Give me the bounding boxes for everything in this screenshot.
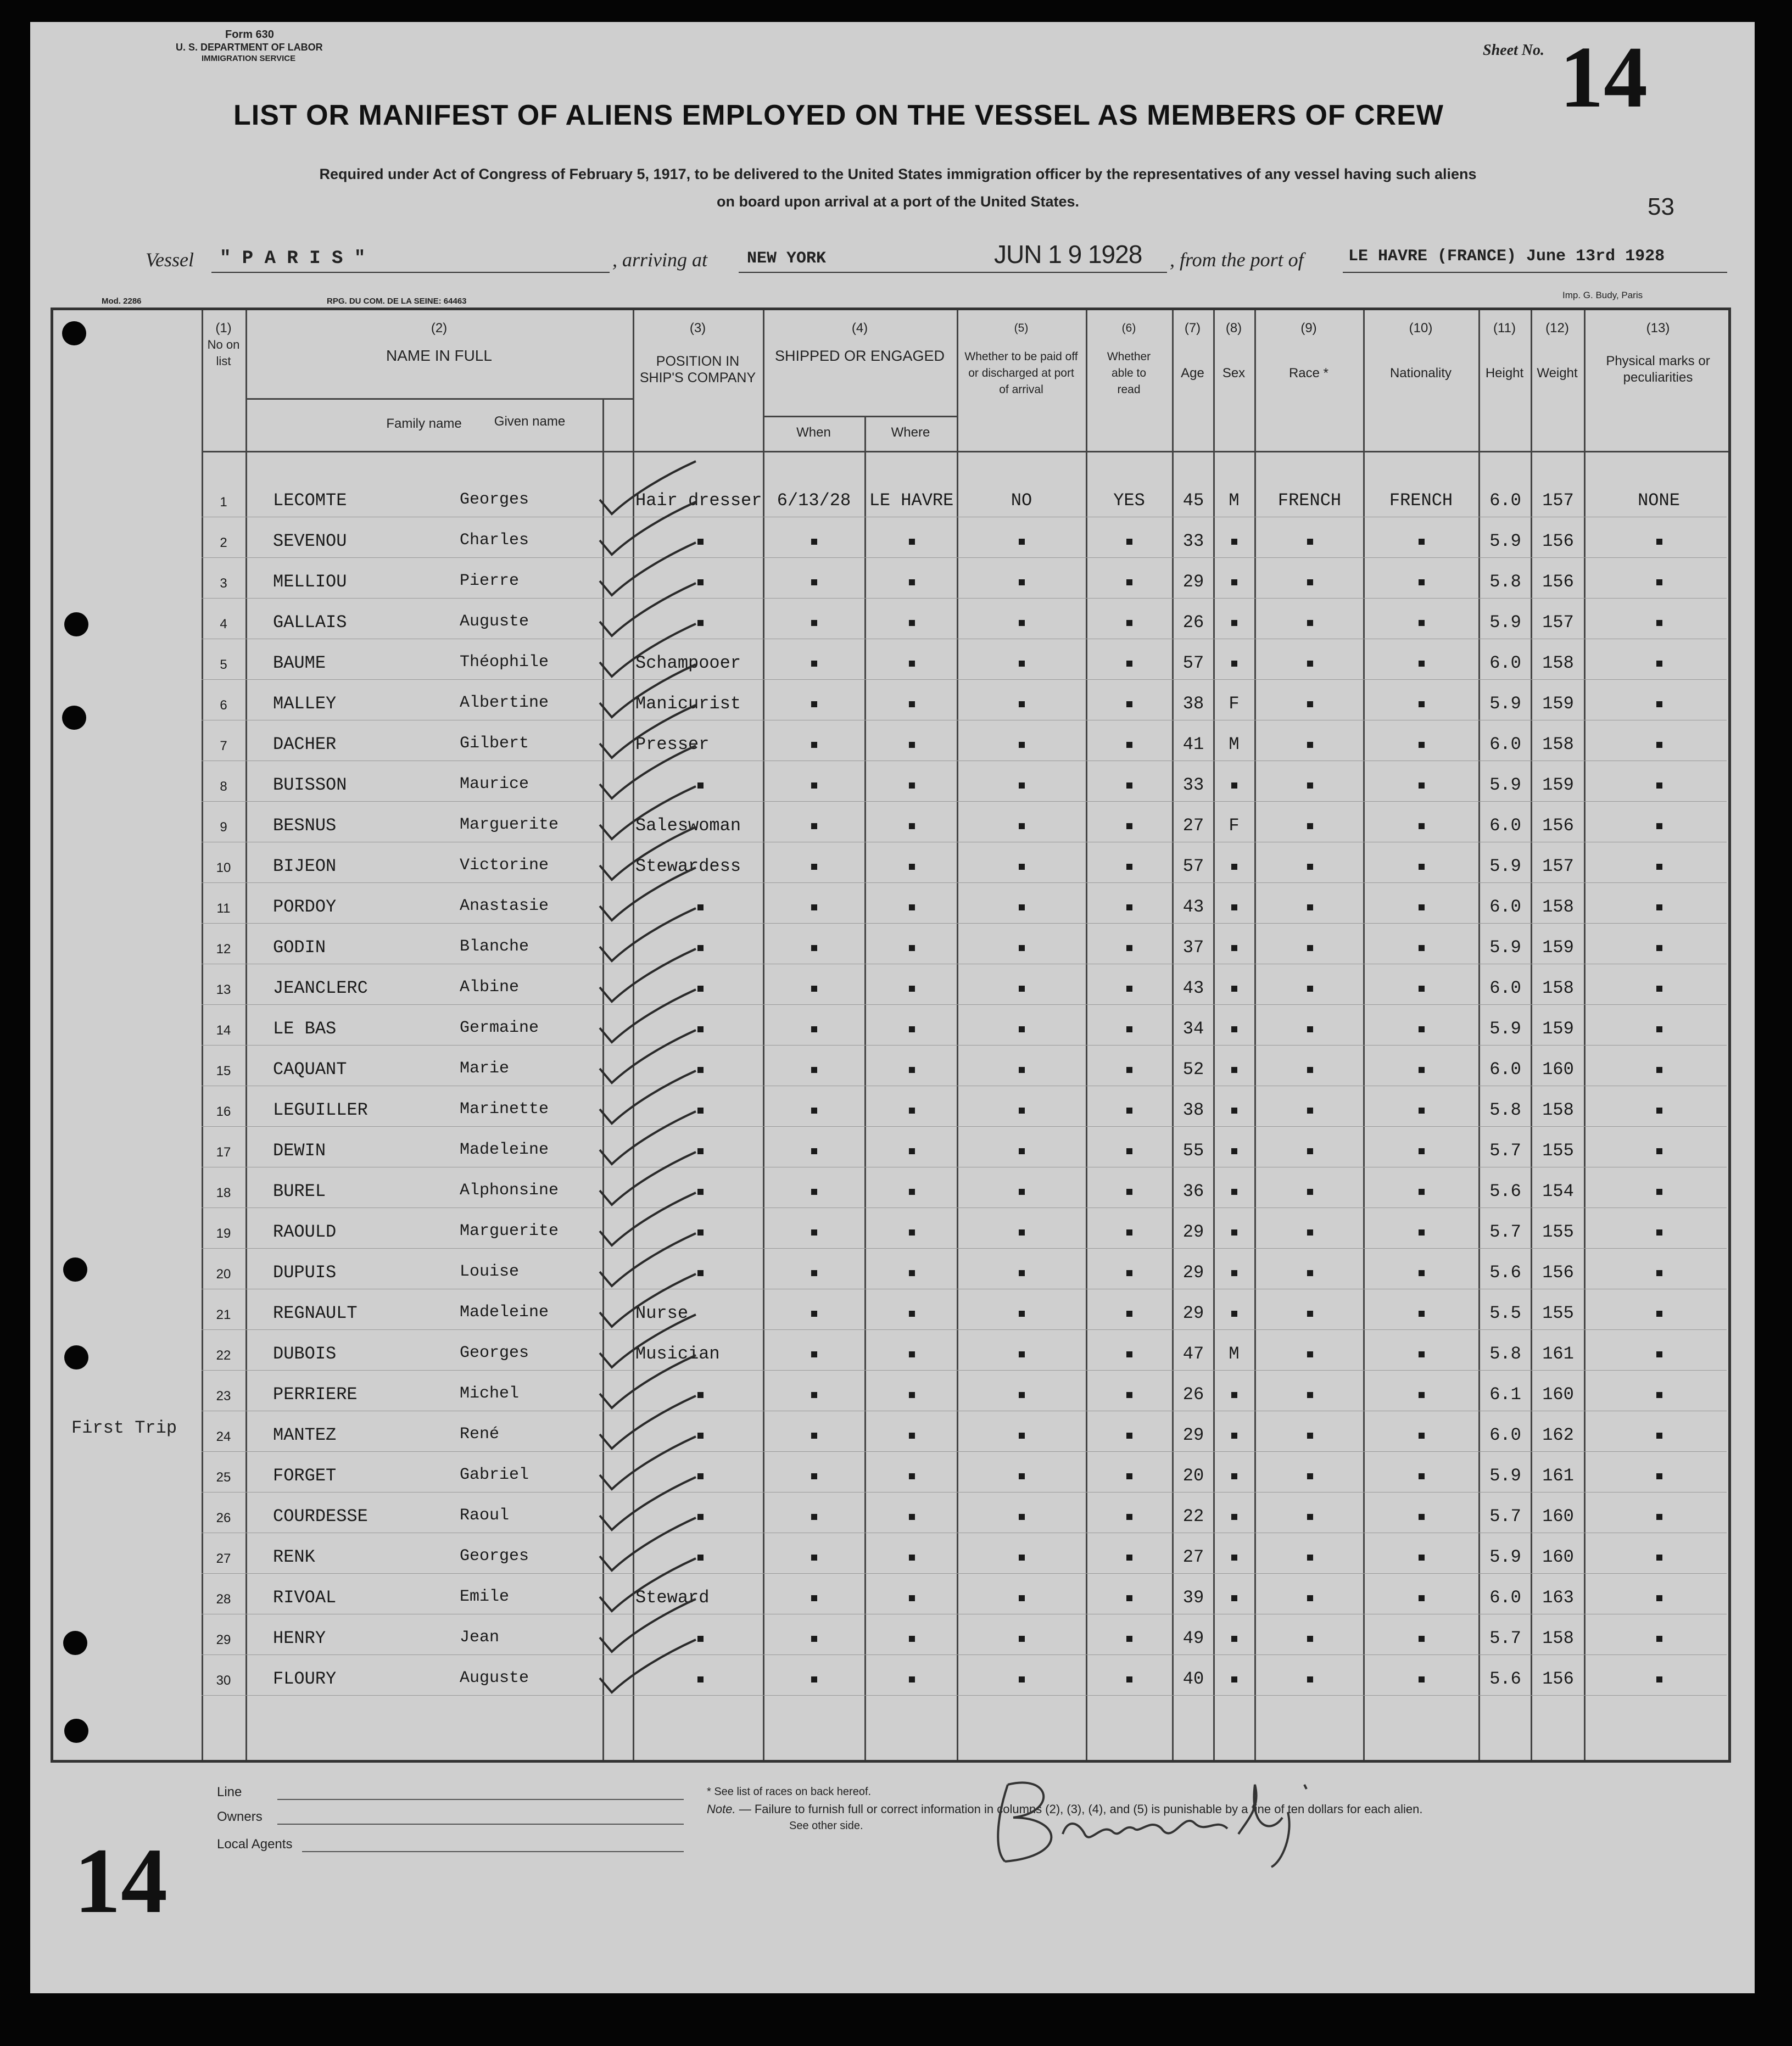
checkmark-icon xyxy=(600,664,696,717)
cell-no: 21 xyxy=(216,1307,231,1322)
checkmark-icon xyxy=(600,1152,696,1205)
cell-weight: 160 xyxy=(1542,1547,1574,1567)
cell-age: 36 xyxy=(1182,1181,1204,1201)
cell-weight: 156 xyxy=(1542,815,1574,836)
cell-given: Blanche xyxy=(460,937,529,956)
checkmark-icon xyxy=(600,1518,696,1570)
cell-age: 38 xyxy=(1182,694,1204,714)
cell-age: 33 xyxy=(1182,775,1204,795)
checkmark-icon xyxy=(600,1599,696,1652)
cell-no: 1 xyxy=(220,495,227,510)
cell-weight: 155 xyxy=(1542,1222,1574,1242)
cell-age: 20 xyxy=(1182,1466,1204,1486)
cell-weight: 159 xyxy=(1542,937,1574,958)
cell-family: LE BAS xyxy=(273,1019,337,1039)
cell-height: 5.6 xyxy=(1489,1669,1521,1689)
cell-given: Pierre xyxy=(460,572,520,590)
cell-weight: 156 xyxy=(1542,1669,1574,1689)
cell-no: 23 xyxy=(216,1389,231,1404)
cell-given: Alphonsine xyxy=(460,1181,559,1200)
cell-age: 26 xyxy=(1182,1384,1204,1405)
cell-where: LE HAVRE xyxy=(869,490,954,511)
cell-weight: 158 xyxy=(1542,978,1574,998)
cell-age: 29 xyxy=(1182,1222,1204,1242)
service: IMMIGRATION SERVICE xyxy=(202,54,296,63)
cell-no: 7 xyxy=(220,739,227,753)
cell-marks: NONE xyxy=(1638,490,1680,511)
col-shipped-header: (4) SHIPPED OR ENGAGED xyxy=(774,321,945,364)
from-label: , from the port of xyxy=(1170,249,1304,271)
checkmark-icon xyxy=(600,827,696,880)
sheet-label: Sheet No. xyxy=(1483,42,1544,59)
cell-no: 30 xyxy=(216,1673,231,1688)
cell-weight: 157 xyxy=(1542,490,1574,511)
cell-given: Marinette xyxy=(460,1100,549,1119)
cell-no: 12 xyxy=(216,942,231,957)
col-given-header: Given name xyxy=(494,414,566,429)
cell-height: 5.8 xyxy=(1489,1344,1521,1364)
cell-given: Jean xyxy=(460,1628,500,1647)
cell-height: 5.9 xyxy=(1489,1547,1521,1567)
cell-no: 27 xyxy=(216,1551,231,1566)
cell-height: 6.0 xyxy=(1489,490,1521,511)
cell-position: Saleswoman xyxy=(635,815,741,836)
checkmark-icon xyxy=(600,1477,696,1530)
cell-sex: M xyxy=(1229,1344,1240,1364)
vessel-label: Vessel xyxy=(146,249,194,271)
cell-no: 20 xyxy=(216,1267,231,1282)
cell-age: 26 xyxy=(1182,612,1204,633)
checkmark-icon xyxy=(600,746,696,798)
cell-given: René xyxy=(460,1425,500,1444)
cell-height: 5.9 xyxy=(1489,1466,1521,1486)
cell-height: 5.9 xyxy=(1489,531,1521,551)
note-label: Note. xyxy=(707,1802,736,1816)
checkmark-icon xyxy=(600,1274,696,1327)
sheet-number-bottom: 14 xyxy=(74,1829,168,1932)
cell-no: 10 xyxy=(216,860,231,875)
cell-weight: 160 xyxy=(1542,1384,1574,1405)
cell-height: 5.6 xyxy=(1489,1262,1521,1283)
col-family-header: Family name xyxy=(386,416,462,431)
cell-age: 52 xyxy=(1182,1059,1204,1080)
cell-family: MANTEZ xyxy=(273,1425,337,1445)
cell-weight: 155 xyxy=(1542,1141,1574,1161)
cell-given: Raoul xyxy=(460,1506,510,1525)
cell-given: Marguerite xyxy=(460,1222,559,1240)
cell-given: Maurice xyxy=(460,775,529,793)
cell-family: DACHER xyxy=(273,734,337,754)
checkmark-icon xyxy=(600,1436,696,1489)
owners-label: Owners xyxy=(217,1809,263,1824)
cell-height: 5.6 xyxy=(1489,1181,1521,1201)
cell-family: LEGUILLER xyxy=(273,1100,368,1120)
cell-height: 6.0 xyxy=(1489,1425,1521,1445)
cell-no: 28 xyxy=(216,1592,231,1607)
cell-weight: 158 xyxy=(1542,734,1574,754)
cell-age: 43 xyxy=(1182,897,1204,917)
cell-given: Albertine xyxy=(460,694,549,712)
cell-given: Auguste xyxy=(460,1669,529,1687)
cell-height: 5.9 xyxy=(1489,775,1521,795)
checkmark-icon xyxy=(600,1193,696,1245)
cell-position: Schampooer xyxy=(635,653,741,673)
cell-family: DUBOIS xyxy=(273,1344,337,1364)
cell-weight: 163 xyxy=(1542,1587,1574,1608)
cell-position: Presser xyxy=(635,734,710,754)
cell-weight: 157 xyxy=(1542,856,1574,876)
cell-when: 6/13/28 xyxy=(777,490,851,511)
col-where-header: Where xyxy=(891,425,930,440)
cell-family: HENRY xyxy=(273,1628,326,1648)
cell-nationality: FRENCH xyxy=(1389,490,1453,511)
cell-age: 33 xyxy=(1182,531,1204,551)
cell-given: Anastasie xyxy=(460,897,549,915)
cell-age: 38 xyxy=(1182,1100,1204,1120)
cell-height: 6.0 xyxy=(1489,1059,1521,1080)
col-name-header: (2) NAME IN FULL xyxy=(386,321,492,364)
checkmark-icon xyxy=(600,786,696,839)
cell-weight: 162 xyxy=(1542,1425,1574,1445)
checkmark-icon xyxy=(600,583,696,636)
cell-no: 25 xyxy=(216,1470,231,1485)
cell-age: 27 xyxy=(1182,815,1204,836)
cell-height: 6.0 xyxy=(1489,1587,1521,1608)
cell-age: 39 xyxy=(1182,1587,1204,1608)
cell-height: 6.0 xyxy=(1489,734,1521,754)
cell-family: LECOMTE xyxy=(273,490,347,511)
cell-sex: F xyxy=(1229,815,1240,836)
department: U. S. DEPARTMENT OF LABOR xyxy=(176,42,323,53)
cell-no: 24 xyxy=(216,1429,231,1444)
checkmark-icon xyxy=(600,990,696,1042)
cell-weight: 158 xyxy=(1542,1628,1574,1648)
cell-height: 6.0 xyxy=(1489,897,1521,917)
note-text: — Failure to furnish full or correct information in columns (2), (3), (4), and (5) is punishable by a fine of ten dollars for each alien. xyxy=(739,1802,1423,1816)
cell-family: MALLEY xyxy=(273,694,337,714)
cell-given: Albine xyxy=(460,978,520,997)
arrival-date-stamp: JUN 1 9 1928 xyxy=(994,240,1142,269)
from-port: LE HAVRE (FRANCE) June 13rd 1928 xyxy=(1348,247,1665,266)
checkmark-icon xyxy=(600,1315,696,1367)
cell-age: 57 xyxy=(1182,653,1204,673)
cell-height: 6.0 xyxy=(1489,653,1521,673)
cell-sex: F xyxy=(1229,694,1240,714)
cell-weight: 158 xyxy=(1542,897,1574,917)
checkmark-icon xyxy=(600,502,696,555)
cell-family: BUISSON xyxy=(273,775,347,795)
col-weight-header: (12) Weight xyxy=(1537,321,1578,381)
col-height-header: (11) Height xyxy=(1485,321,1524,381)
cell-no: 18 xyxy=(216,1186,231,1200)
cell-given: Marie xyxy=(460,1059,510,1078)
cell-no: 3 xyxy=(220,576,227,591)
cell-family: MELLIOU xyxy=(273,572,347,592)
cell-sex: M xyxy=(1229,734,1240,754)
arriving-port: NEW YORK xyxy=(747,249,827,268)
cell-weight: 154 xyxy=(1542,1181,1574,1201)
col-read-header: (6) Whether able to read xyxy=(1107,322,1151,396)
first-trip-note: First Trip xyxy=(71,1418,177,1438)
cell-age: 47 xyxy=(1182,1344,1204,1364)
race-note: * See list of races on back hereof. xyxy=(707,1786,872,1798)
cell-no: 26 xyxy=(216,1511,231,1525)
cell-no: 29 xyxy=(216,1633,231,1647)
checkmark-icon xyxy=(600,1071,696,1123)
cell-given: Gabriel xyxy=(460,1466,529,1484)
cell-given: Georges xyxy=(460,490,529,509)
cell-family: PERRIERE xyxy=(273,1384,358,1405)
cell-age: 29 xyxy=(1182,1262,1204,1283)
cell-given: Louise xyxy=(460,1262,520,1281)
cell-family: GODIN xyxy=(273,937,326,958)
cell-family: JEANCLERC xyxy=(273,978,368,998)
cell-weight: 161 xyxy=(1542,1466,1574,1486)
col-when-header: When xyxy=(796,425,831,440)
checkmark-icon xyxy=(600,1030,696,1083)
cell-height: 5.9 xyxy=(1489,612,1521,633)
cell-given: Auguste xyxy=(460,612,529,631)
subtitle-line2: on board upon arrival at a port of the United States. xyxy=(716,193,1080,210)
cell-given: Georges xyxy=(460,1547,529,1566)
vessel-name: " P A R I S " xyxy=(220,248,366,269)
cell-no: 11 xyxy=(216,901,231,916)
col-age-header: (7) Age xyxy=(1181,321,1204,381)
cell-height: 5.8 xyxy=(1489,1100,1521,1120)
cell-age: 34 xyxy=(1182,1019,1204,1039)
cell-weight: 158 xyxy=(1542,1100,1574,1120)
cell-age: 43 xyxy=(1182,978,1204,998)
cell-family: PORDOY xyxy=(273,897,337,917)
cell-height: 5.5 xyxy=(1489,1303,1521,1323)
cell-no: 6 xyxy=(220,698,227,713)
checkmark-icon xyxy=(600,1111,696,1164)
cell-paid: NO xyxy=(1011,490,1032,511)
checkmark-icon xyxy=(600,461,696,514)
cell-height: 5.9 xyxy=(1489,856,1521,876)
cell-height: 6.1 xyxy=(1489,1384,1521,1405)
cell-weight: 155 xyxy=(1542,1303,1574,1323)
mod-number: Mod. 2286 xyxy=(102,297,142,306)
cell-age: 22 xyxy=(1182,1506,1204,1527)
cell-height: 5.7 xyxy=(1489,1141,1521,1161)
printer: Imp. G. Budy, Paris xyxy=(1562,290,1643,300)
cell-race: FRENCH xyxy=(1277,490,1342,511)
cell-family: RENK xyxy=(273,1547,315,1567)
cell-age: 27 xyxy=(1182,1547,1204,1567)
cell-position: Musician xyxy=(635,1344,720,1364)
col-position-header: (3) POSITION IN SHIP'S COMPANY xyxy=(639,321,756,385)
form-number: Form 630 xyxy=(225,29,274,41)
cell-weight: 159 xyxy=(1542,1019,1574,1039)
cell-family: BESNUS xyxy=(273,815,337,836)
checkmark-icon xyxy=(600,1233,696,1286)
agents-label: Local Agents xyxy=(217,1837,293,1852)
cell-no: 9 xyxy=(220,820,227,835)
cell-given: Charles xyxy=(460,531,529,550)
cell-family: FLOURY xyxy=(273,1669,337,1689)
cell-position: Stewardess xyxy=(635,856,741,876)
cell-weight: 159 xyxy=(1542,775,1574,795)
checkmark-icon xyxy=(600,1355,696,1408)
sheet-number: 14 xyxy=(1560,28,1648,126)
cell-age: 49 xyxy=(1182,1628,1204,1648)
checkmark-icon xyxy=(600,543,696,595)
checkmark-icon xyxy=(600,705,696,758)
cell-age: 29 xyxy=(1182,1425,1204,1445)
cell-family: DUPUIS xyxy=(273,1262,337,1283)
cell-family: GALLAIS xyxy=(273,612,347,633)
cell-given: Théophile xyxy=(460,653,549,672)
cell-age: 40 xyxy=(1182,1669,1204,1689)
cell-weight: 161 xyxy=(1542,1344,1574,1364)
cell-given: Michel xyxy=(460,1384,520,1403)
cell-weight: 156 xyxy=(1542,531,1574,551)
cell-age: 29 xyxy=(1182,572,1204,592)
cell-given: Marguerite xyxy=(460,815,559,834)
cell-position: Nurse xyxy=(635,1303,689,1323)
cell-weight: 156 xyxy=(1542,1262,1574,1283)
checkmarks-overlay xyxy=(30,22,1755,1993)
checkmark-icon xyxy=(600,624,696,677)
checkmark-icon xyxy=(600,1396,696,1449)
cell-family: BIJEON xyxy=(273,856,337,876)
cell-weight: 158 xyxy=(1542,653,1574,673)
col-race-header: (9) Race * xyxy=(1288,321,1329,381)
cell-family: DEWIN xyxy=(273,1141,326,1161)
cell-height: 5.9 xyxy=(1489,1019,1521,1039)
cell-weight: 160 xyxy=(1542,1059,1574,1080)
cell-no: 22 xyxy=(216,1348,231,1363)
col-nationality-header: (10) Nationality xyxy=(1389,321,1452,381)
cell-weight: 156 xyxy=(1542,572,1574,592)
cell-no: 17 xyxy=(216,1145,231,1160)
cell-family: CAQUANT xyxy=(273,1059,347,1080)
cell-no: 2 xyxy=(220,535,227,550)
cell-weight: 159 xyxy=(1542,694,1574,714)
cell-no: 14 xyxy=(216,1023,231,1038)
cell-given: Georges xyxy=(460,1344,529,1362)
cell-given: Germaine xyxy=(460,1019,539,1037)
checkmark-icon xyxy=(600,868,696,920)
cell-age: 37 xyxy=(1182,937,1204,958)
cell-age: 45 xyxy=(1182,490,1204,511)
cell-family: BUREL xyxy=(273,1181,326,1201)
manifest-sheet xyxy=(30,22,1755,1993)
col-no-header: (1) No on list xyxy=(207,321,240,368)
col-sex-header: (8) Sex xyxy=(1222,321,1246,381)
cell-height: 6.0 xyxy=(1489,815,1521,836)
cell-no: 8 xyxy=(220,779,227,794)
cell-age: 55 xyxy=(1182,1141,1204,1161)
cell-height: 5.7 xyxy=(1489,1506,1521,1527)
cell-no: 16 xyxy=(216,1104,231,1119)
cell-family: RAOULD xyxy=(273,1222,337,1242)
checkmark-icon xyxy=(600,949,696,1002)
cell-family: COURDESSE xyxy=(273,1506,368,1527)
cell-family: BAUME xyxy=(273,653,326,673)
cell-family: RIVOAL xyxy=(273,1587,337,1608)
cell-height: 5.9 xyxy=(1489,937,1521,958)
cell-height: 6.0 xyxy=(1489,978,1521,998)
cell-given: Victorine xyxy=(460,856,549,875)
cell-family: SEVENOU xyxy=(273,531,347,551)
cell-given: Emile xyxy=(460,1587,510,1606)
checkmark-icon xyxy=(600,1640,696,1692)
cell-age: 41 xyxy=(1182,734,1204,754)
checkmark-icon xyxy=(600,1558,696,1611)
cell-age: 57 xyxy=(1182,856,1204,876)
subtitle-line1: Required under Act of Congress of February 5, 1917, to be delivered to the United States immigration officer by the representatives of any vessel having such aliens xyxy=(319,166,1477,182)
cell-height: 5.7 xyxy=(1489,1222,1521,1242)
cell-given: Gilbert xyxy=(460,734,529,753)
cell-no: 15 xyxy=(216,1064,231,1078)
line-label: Line xyxy=(217,1785,242,1799)
cell-given: Madeleine xyxy=(460,1141,549,1159)
cell-position: Steward xyxy=(635,1587,710,1608)
cell-family: FORGET xyxy=(273,1466,337,1486)
col-marks-header: (13) Physical marks or peculiarities xyxy=(1606,321,1710,385)
registry: RPG. DU COM. DE LA SEINE: 64463 xyxy=(327,297,467,306)
cell-family: REGNAULT xyxy=(273,1303,358,1323)
cell-weight: 160 xyxy=(1542,1506,1574,1527)
cell-sex: M xyxy=(1229,490,1240,511)
page-number: 53 xyxy=(1648,193,1674,220)
cell-weight: 157 xyxy=(1542,612,1574,633)
cell-no: 13 xyxy=(216,982,231,997)
cell-height: 5.8 xyxy=(1489,572,1521,592)
cell-height: 5.7 xyxy=(1489,1628,1521,1648)
cell-age: 29 xyxy=(1182,1303,1204,1323)
cell-position: Manicurist xyxy=(635,694,741,714)
cell-no: 19 xyxy=(216,1226,231,1241)
cell-no: 5 xyxy=(220,657,227,672)
see-other-side: See other side. xyxy=(789,1820,863,1832)
cell-given: Madeleine xyxy=(460,1303,549,1322)
checkmark-icon xyxy=(600,908,696,961)
page-title: LIST OR MANIFEST OF ALIENS EMPLOYED ON THE VESSEL AS MEMBERS OF CREW xyxy=(233,99,1444,131)
cell-height: 5.9 xyxy=(1489,694,1521,714)
col-paid-header: (5) Whether to be paid off or discharged at port of arrival xyxy=(964,322,1078,396)
cell-no: 4 xyxy=(220,617,227,631)
cell-read: YES xyxy=(1113,490,1145,511)
arriving-label: , arriving at xyxy=(612,249,708,271)
cell-position: Hair dresser xyxy=(635,490,762,511)
